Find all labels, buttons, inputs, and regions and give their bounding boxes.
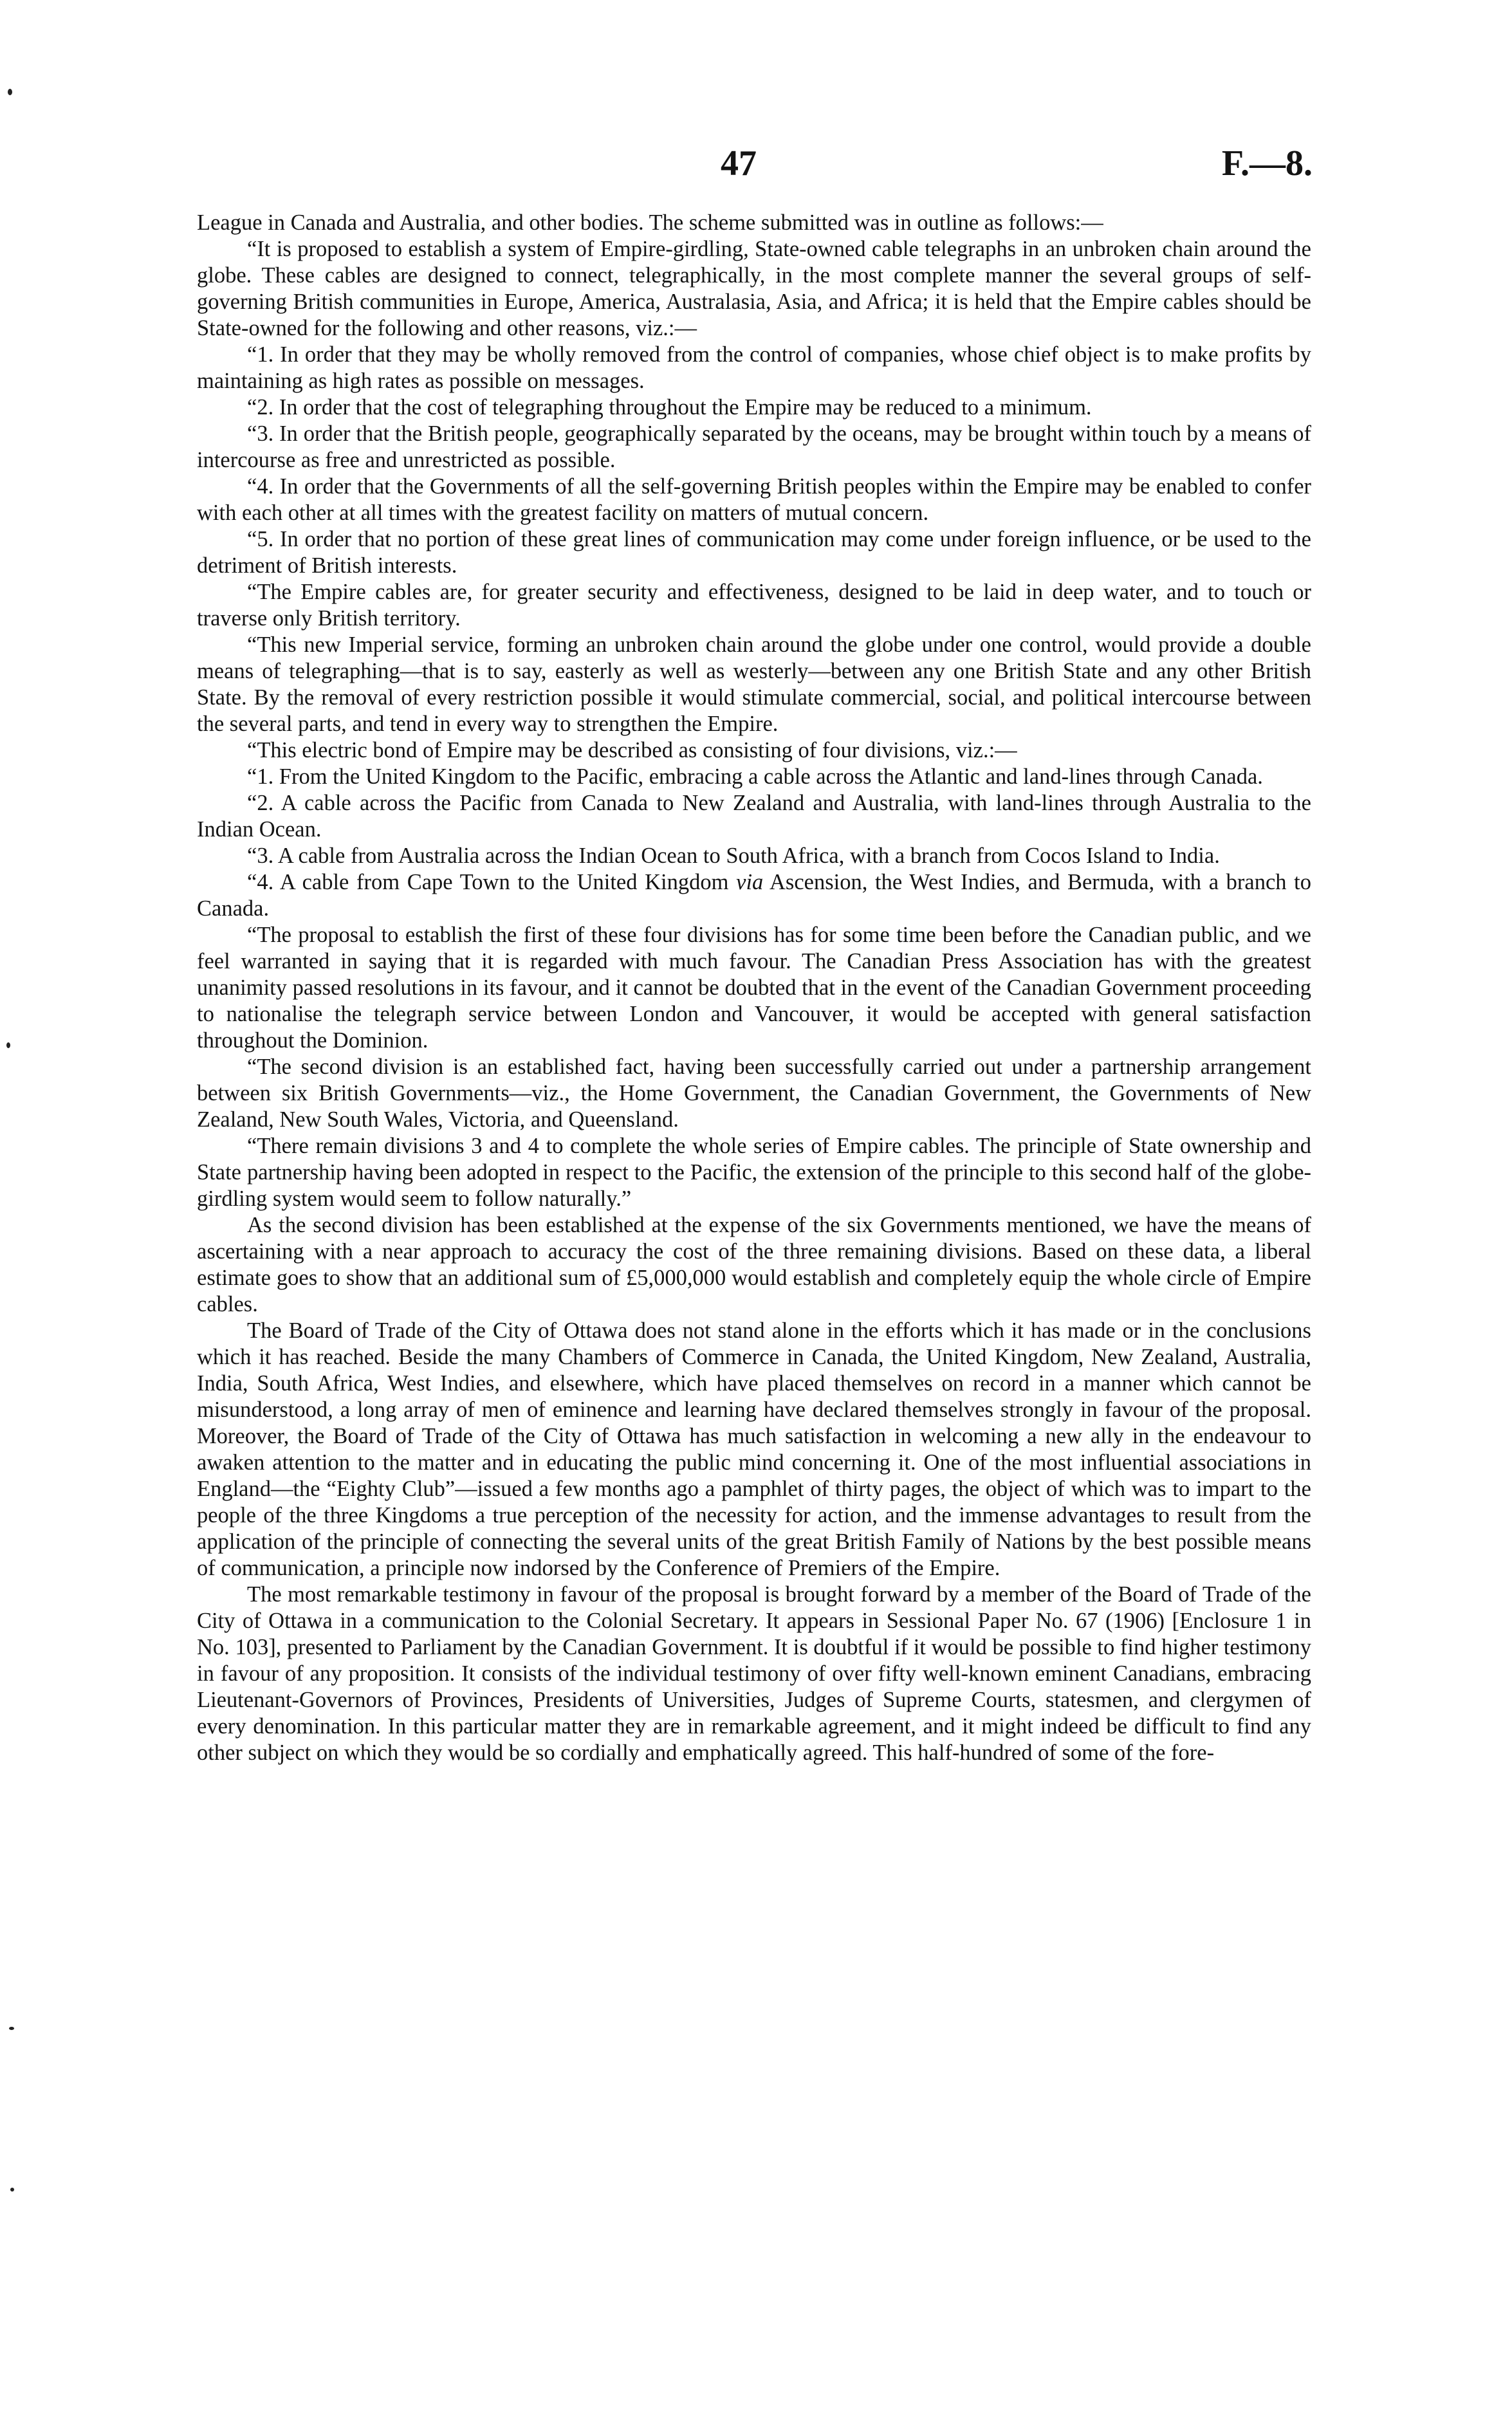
margin-speck <box>9 2027 14 2030</box>
quoted-paragraph: “The second division is an established fact, having been successfully carried out under a partnership arrangement between six British Governments—viz., the Home Government, the Canadian Government, the Governments of New Zealand, New South Wales, Victoria, and Queensland. <box>197 1055 1311 1132</box>
quoted-list-item: “1. From the United Kingdom to the Pacific, embracing a cable across the Atlantic and land-lines through Canada. <box>247 764 1263 789</box>
quoted-list-item: “5. In order that no portion of these great lines of communication may come under foreign influence, or be used to the detriment of British interests. <box>197 527 1311 578</box>
document-reference: F.—8. <box>1221 143 1313 183</box>
quoted-list-item: “3. A cable from Australia across the Indian Ocean to South Africa, with a branch from Cocos Island to India. <box>247 844 1220 868</box>
paragraph: The most remarkable testimony in favour of the proposal is brought forward by a member of the Board of Trade of the City of Ottawa in a communication to the Colonial Secretary. It appears in Sessional Paper No. 67 (1906) [Enclosure 1 in No. 103], presented to Parliament by the Canadian Government. It is doubtful if it would be possible to find higher testimony in favour of any proposition. It consists of the individual testimony of over fifty well-known eminent Canadians, embracing Lieutenant-Governors of Provinces, Presidents of Universities, Judges of Supreme Courts, statesmen, and clergymen of every denomination. In this particular matter they are in remarkable agreement, and it might indeed be difficult to find any other subject on which they would be so cordially and emphatically agreed. This half-hundred of some of the fore- <box>197 1582 1311 1765</box>
quoted-list-item: “4. A cable from Cape Town to the United Kingdom via Ascension, the West Indies, and Bermuda, with a branch to Canada. <box>197 870 1311 921</box>
quoted-paragraph: “The proposal to establish the first of these four divisions has for some time been before the Canadian public, and we feel warranted in saying that it is regarded with much favour. The Canadian Press Association has with the greatest unanimity passed resolutions in its favour, and it cannot be doubted that in the event of the Canadian Government proceeding to nationalise the telegraph service between London and Vancouver, it would be accepted with general satisfaction throughout the Dominion. <box>197 923 1311 1053</box>
quoted-list-item: “3. In order that the British people, geographically separated by the oceans, may be brought within touch by a means of intercourse as free and unrestricted as possible. <box>197 421 1311 472</box>
quoted-paragraph: “This electric bond of Empire may be described as consisting of four divisions, viz.:— <box>247 738 1017 762</box>
quoted-list-item: “1. In order that they may be wholly removed from the control of companies, whose chief object is to make profits by maintaining as high rates as possible on messages. <box>197 342 1311 393</box>
quoted-paragraph: “There remain divisions 3 and 4 to complete the whole series of Empire cables. The principle of State ownership and State partnership having been adopted in respect to the Pacific, the extension of the principle to this second half of the globe-girdling system would seem to follow naturally.” <box>197 1134 1311 1211</box>
body-text <box>197 210 1311 1766</box>
paragraph: As the second division has been established at the expense of the six Governments mentioned, we have the means of ascertaining with a near approach to accuracy the cost of the three remaining divisions. Based on these data, a liberal estimate goes to show that an additional sum of £5,000,000 would establish and completely equip the whole circle of Empire cables. <box>197 1213 1311 1316</box>
page-header <box>0 143 1512 201</box>
quoted-list-item: “4. In order that the Governments of all the self-governing British peoples within the Empire may be enabled to confer with each other at all times with the greatest facility on matters of mutual concern. <box>197 474 1311 525</box>
quoted-list-item: “2. In order that the cost of telegraphing throughout the Empire may be reduced to a minimum. <box>247 395 1092 420</box>
emphasis: via <box>736 870 764 894</box>
paragraph: League in Canada and Australia, and other bodies. The scheme submitted was in outline as follows:— <box>197 210 1103 235</box>
quoted-paragraph: “It is proposed to establish a system of Empire-girdling, State-owned cable telegraphs in an unbroken chain around the globe. These cables are designed to connect, telegraphically, in the most complete manner the several groups of self-governing British communities in Europe, America, Australasia, Asia, and Africa; it is held that the Empire cables should be State-owned for the following and other reasons, viz.:— <box>197 237 1311 340</box>
margin-speck <box>8 89 12 95</box>
quoted-list-item: “2. A cable across the Pacific from Canada to New Zealand and Australia, with land-lines through Australia to the Indian Ocean. <box>197 791 1311 842</box>
quoted-paragraph: “The Empire cables are, for greater security and effectiveness, designed to be laid in deep water, and to touch or traverse only British territory. <box>197 580 1311 631</box>
page-number: 47 <box>721 143 757 183</box>
margin-speck <box>10 2188 14 2192</box>
quoted-paragraph: “This new Imperial service, forming an unbroken chain around the globe under one control, would provide a double means of telegraphing—that is to say, easterly as well as westerly—between any one British State and any other British State. By the removal of every restriction possible it would stimulate commercial, social, and political intercourse between the several parts, and tend in every way to strengthen the Empire. <box>197 632 1311 736</box>
paragraph: The Board of Trade of the City of Ottawa does not stand alone in the efforts which it has made or in the conclusions which it has reached. Beside the many Chambers of Commerce in Canada, the United Kingdom, New Zealand, Australia, India, South Africa, West Indies, and elsewhere, which have placed themselves on record in a manner which cannot be misunderstood, a long array of men of eminence and learning have declared themselves strongly in favour of the proposal. Moreover, the Board of Trade of the City of Ottawa has much satisfaction in welcoming a new ally in the endeavour to awaken attention to the matter and in educating the public mind concerning it. One of the most influential associations in England—the “Eighty Club”—issued a few months ago a pamphlet of thirty pages, the object of which was to impart to the people of the three Kingdoms a true perception of the necessity for action, and the immense advantages to result from the application of the principle of connecting the several units of the great British Family of Nations by the best possible means of communication, a principle now indorsed by the Conference of Premiers of the Empire. <box>197 1318 1311 1580</box>
margin-speck <box>6 1042 10 1048</box>
